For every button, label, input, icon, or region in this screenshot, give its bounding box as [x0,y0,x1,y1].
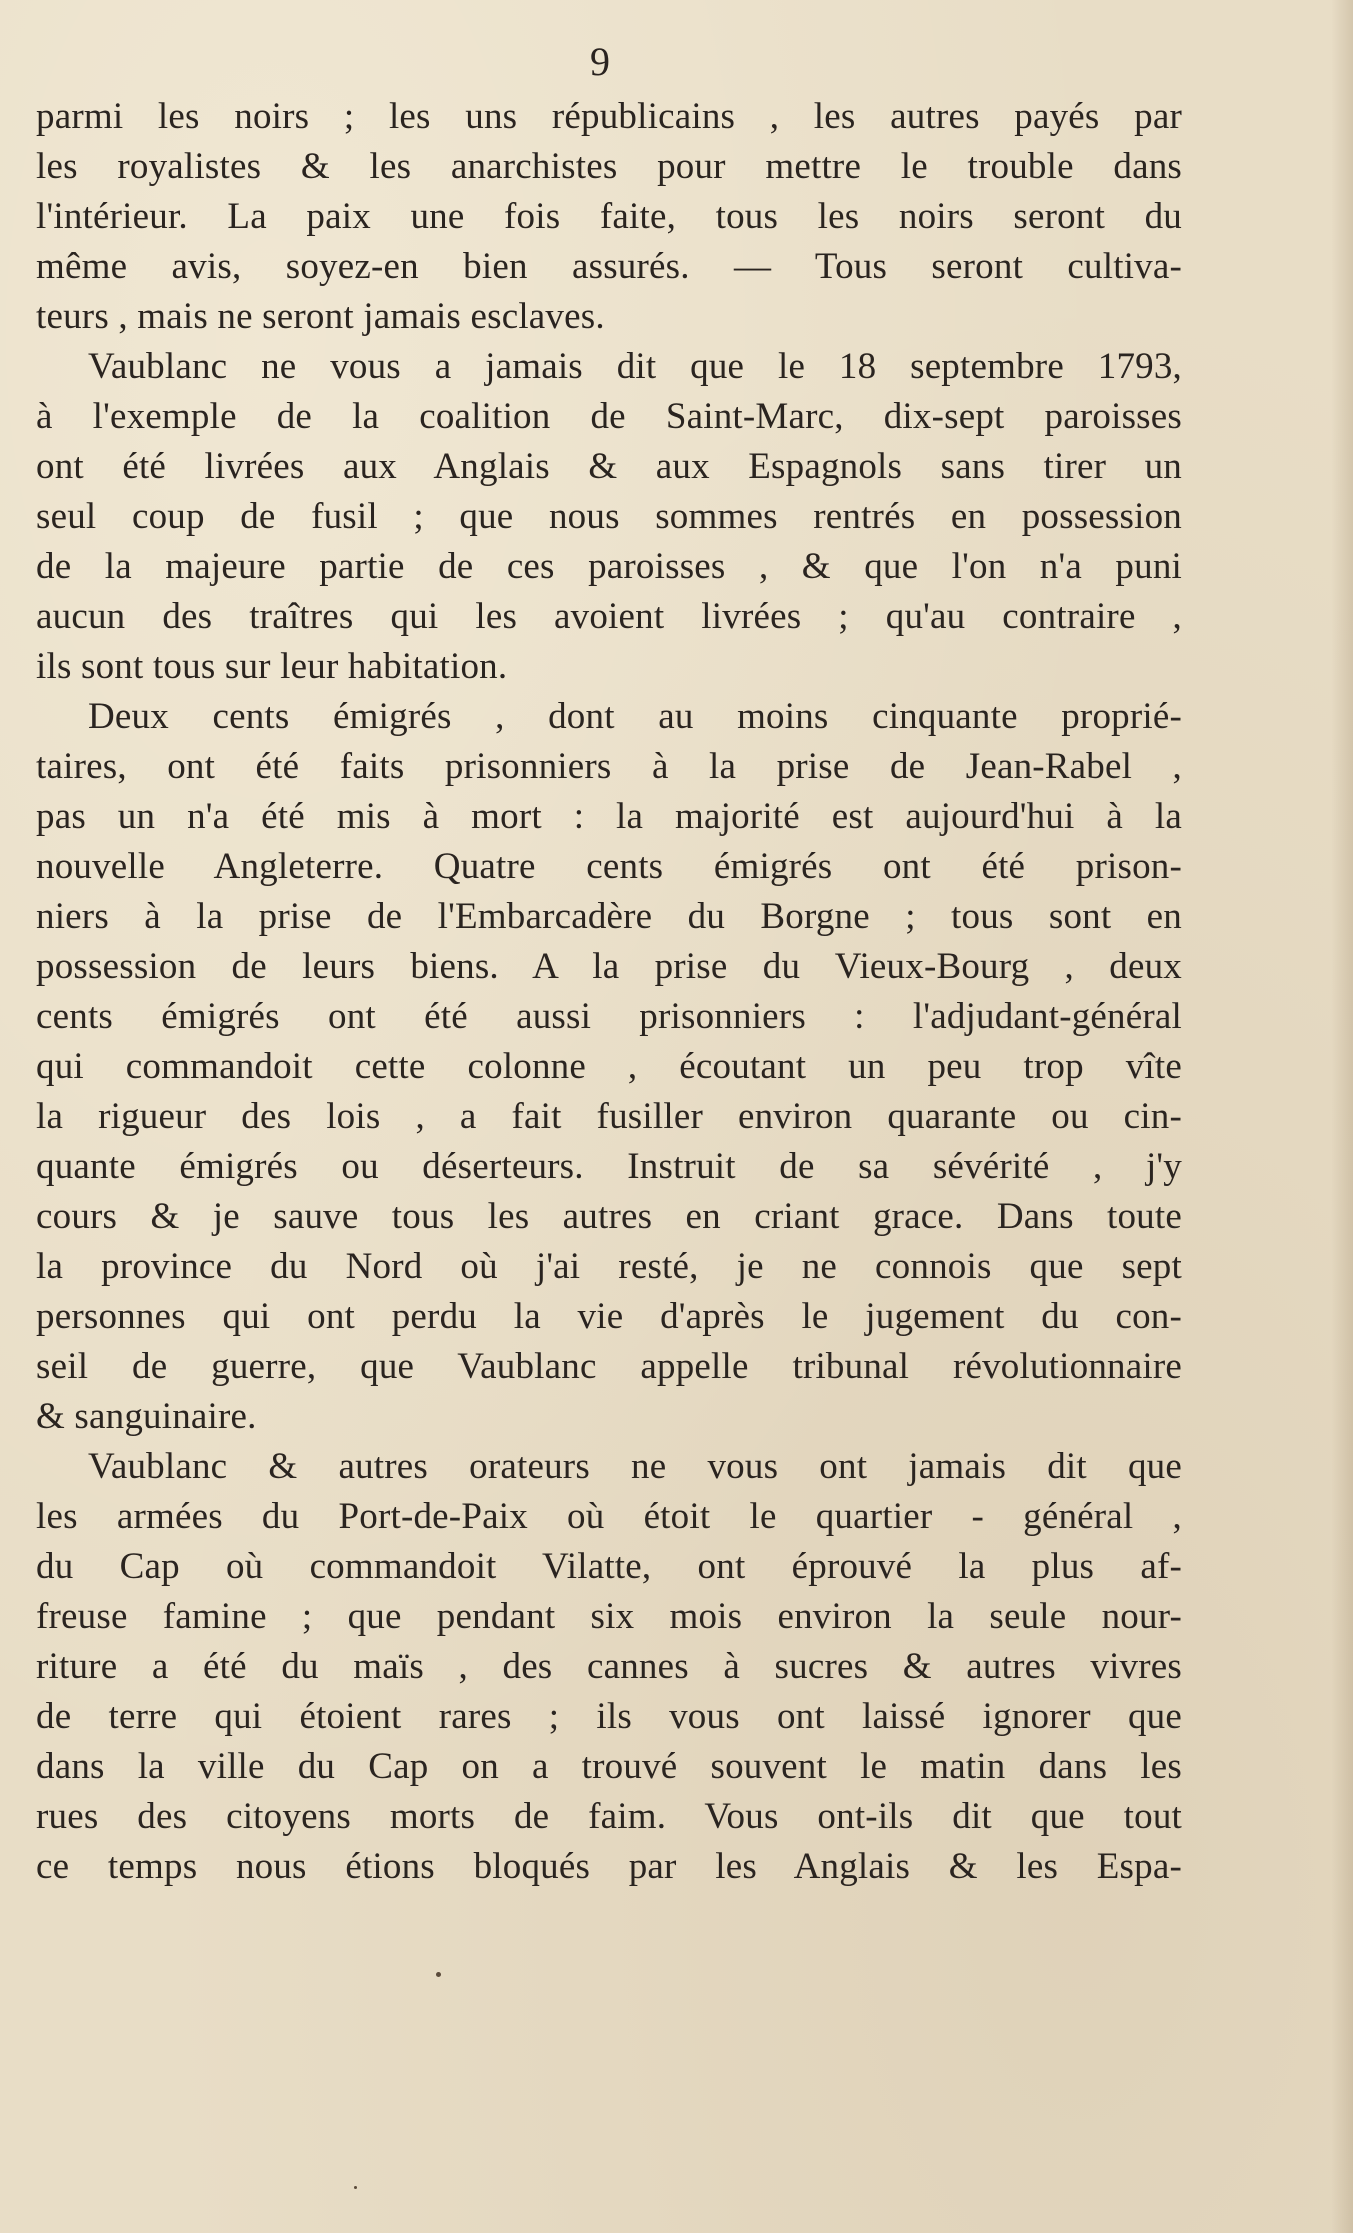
text-line: Vaublanc ne vous a jamais dit que le 18 septembre 1793, [88,346,1182,387]
text-line: cours & je sauve tous les autres en criant grace. Dans toute [36,1196,1182,1237]
text-line: parmi les noirs ; les uns républicains , les autres payés par [36,96,1182,137]
text-line: de terre qui étoient rares ; ils vous ont laissé ignorer que [36,1696,1182,1737]
text-line: personnes qui ont perdu la vie d'après le jugement du con- [36,1296,1182,1337]
text-line: les armées du Port-de-Paix où étoit le quartier - général , [36,1496,1182,1537]
text-line: la province du Nord où j'ai resté, je ne connois que sept [36,1246,1182,1287]
paragraph [36,92,1182,342]
text-line: Deux cents émigrés , dont au moins cinquante proprié- [88,696,1182,737]
text-line: Vaublanc & autres orateurs ne vous ont jamais dit que [88,1446,1182,1487]
text-line: & sanguinaire. [36,1396,257,1437]
text-line: pas un n'a été mis à mort : la majorité est aujourd'hui à la [36,796,1182,837]
text-line: ont été livrées aux Anglais & aux Espagnols sans tirer un [36,446,1182,487]
text-line: de la majeure partie de ces paroisses , & que l'on n'a puni [36,546,1182,587]
text-line: l'intérieur. La paix une fois faite, tous les noirs seront du [36,196,1182,237]
body-text [36,92,1182,1892]
text-line: seil de guerre, que Vaublanc appelle tribunal révolutionnaire [36,1346,1182,1387]
text-line: dans la ville du Cap on a trouvé souvent le matin dans les [36,1746,1182,1787]
text-line: nouvelle Angleterre. Quatre cents émigrés ont été prison- [36,846,1182,887]
text-line: seul coup de fusil ; que nous sommes rentrés en possession [36,496,1182,537]
text-line: ce temps nous étions bloqués par les Anglais & les Espa- [36,1846,1182,1887]
text-line: ils sont tous sur leur habitation. [36,646,508,687]
ink-speck [354,2186,357,2189]
text-line: même avis, soyez-en bien assurés. — Tous seront cultiva- [36,246,1182,287]
text-line: rues des citoyens morts de faim. Vous ont-ils dit que tout [36,1796,1182,1837]
paragraph [36,342,1182,692]
page-edge-shadow [1331,0,1353,2233]
page-number: 9 [590,39,610,84]
text-line: riture a été du maïs , des cannes à sucres & autres vivres [36,1646,1182,1687]
text-line: cents émigrés ont été aussi prisonniers : l'adjudant-général [36,996,1182,1037]
text-line: à l'exemple de la coalition de Saint-Marc, dix-sept paroisses [36,396,1182,437]
text-line: taires, ont été faits prisonniers à la prise de Jean-Rabel , [36,746,1182,787]
paragraph [36,692,1182,1442]
paragraph [36,1442,1182,1892]
text-line: les royalistes & les anarchistes pour mettre le trouble dans [36,146,1182,187]
text-line: niers à la prise de l'Embarcadère du Borgne ; tous sont en [36,896,1182,937]
text-line: freuse famine ; que pendant six mois environ la seule nour- [36,1596,1182,1637]
text-line: qui commandoit cette colonne , écoutant un peu trop vîte [36,1046,1182,1087]
text-line: du Cap où commandoit Vilatte, ont éprouvé la plus af- [36,1546,1182,1587]
text-line: aucun des traîtres qui les avoient livrées ; qu'au contraire , [36,596,1182,637]
text-line: quante émigrés ou déserteurs. Instruit de sa sévérité , j'y [36,1146,1182,1187]
text-line: possession de leurs biens. A la prise du Vieux-Bourg , deux [36,946,1182,987]
ink-speck [436,1972,441,1977]
text-line: la rigueur des lois , a fait fusiller environ quarante ou cin- [36,1096,1182,1137]
text-line: teurs , mais ne seront jamais esclaves. [36,296,605,337]
